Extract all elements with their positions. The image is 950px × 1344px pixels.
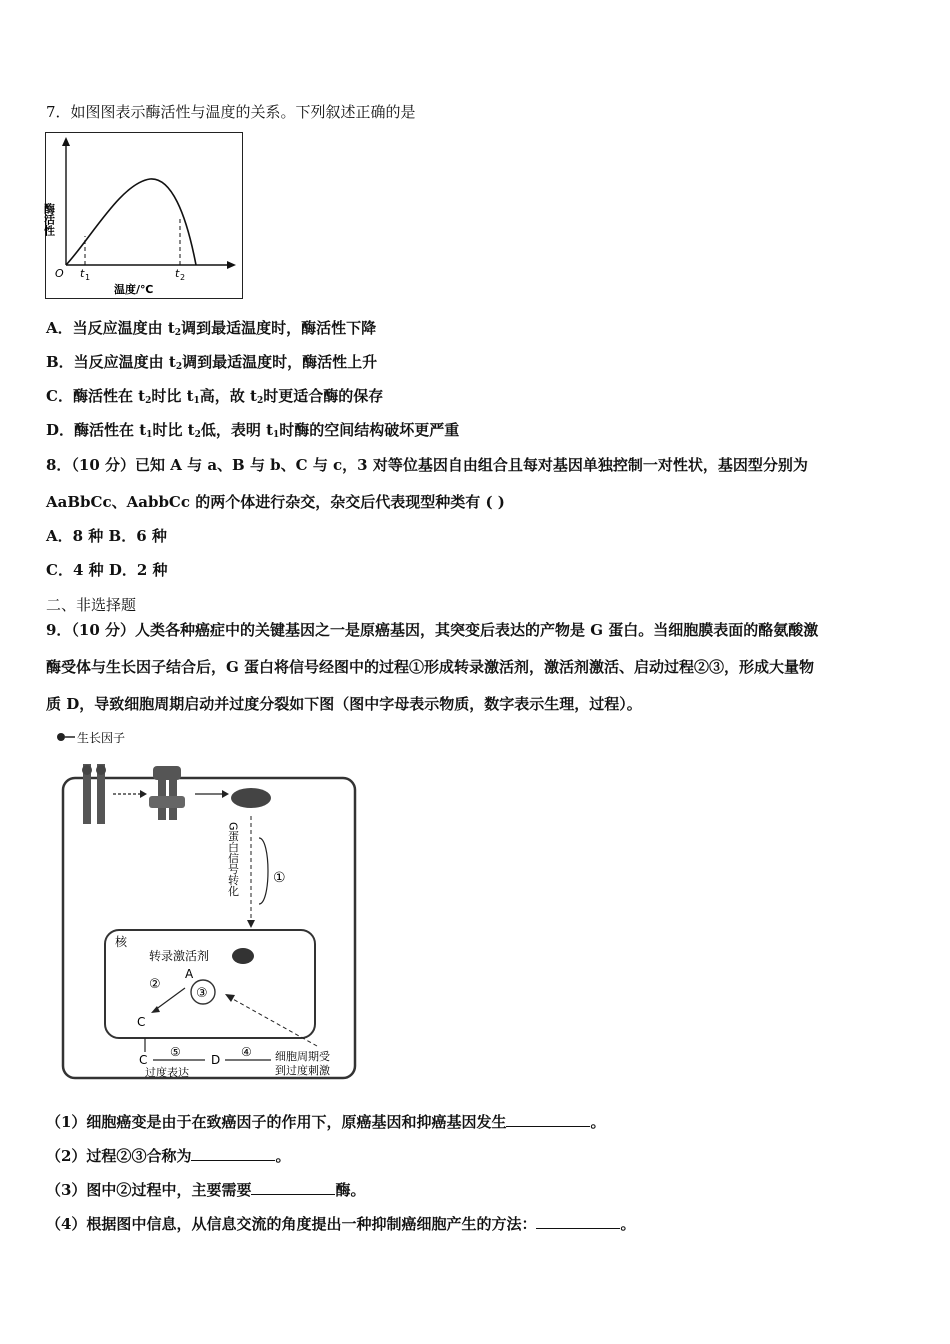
q8-line2: AaBbCc、AabbCc 的两个体进行杂交，杂交后代表现型种类有 ( ) bbox=[46, 493, 505, 511]
g-protein-blob bbox=[231, 788, 271, 808]
cell-cycle-line1: 细胞周期受 bbox=[275, 1050, 330, 1063]
label-C-nucleus: C bbox=[137, 1015, 146, 1029]
cell-cycle-line2: 到过度刺激 bbox=[275, 1064, 330, 1077]
process3-label: ③ bbox=[196, 986, 208, 1001]
q9-sub4-end: 。 bbox=[620, 1215, 636, 1233]
q9-line3: 质 D，导致细胞周期启动并过度分裂如下图（图中字母表示物质，数字表示生理，过程）。 bbox=[46, 695, 642, 713]
q9-sub4-text: （4）根据图中信息，从信息交流的角度提出一种抑制癌细胞产生的方法： bbox=[46, 1215, 537, 1233]
t2-label: t bbox=[175, 267, 180, 280]
q9-sub2-blank[interactable] bbox=[191, 1146, 275, 1161]
q8-line1: 8．（10 分）已知 A 与 a、B 与 b、C 与 c，3 对等位基因自由组合且每对基因单独控制一对性状，基因型分别为 bbox=[46, 456, 808, 474]
process2-label: ② bbox=[149, 977, 161, 992]
pathway-label: G蛋白信号转化 bbox=[226, 822, 240, 897]
process1-brace bbox=[259, 838, 268, 904]
q9-sub2-end: 。 bbox=[275, 1147, 291, 1165]
q9-sub1-end: 。 bbox=[590, 1113, 606, 1131]
q7-d-text2: 时比 t bbox=[152, 421, 195, 439]
q7-c-text1: C．酶活性在 t bbox=[46, 387, 146, 405]
q7-option-b bbox=[46, 352, 377, 377]
q9-sub1-blank[interactable] bbox=[506, 1112, 590, 1127]
q9-sub1-text: （1）细胞癌变是由于在致癌因子的作用下，原癌基因和抑癌基因发生 bbox=[46, 1113, 507, 1131]
q7-c-text2: 时比 t bbox=[151, 387, 194, 405]
q7-d-text1: D．酶活性在 t bbox=[46, 421, 147, 439]
q7-c-text3: 高，故 t bbox=[199, 387, 257, 405]
q9-sub2 bbox=[46, 1146, 290, 1166]
activator-label: 转录激活剂 bbox=[149, 949, 210, 963]
q7-d-text3: 低，表明 t bbox=[200, 421, 274, 439]
activator-blob bbox=[232, 948, 254, 964]
q7-b-sub: 2 bbox=[175, 362, 183, 372]
q9-sub4-blank[interactable] bbox=[536, 1214, 620, 1229]
process4-label: ④ bbox=[241, 1045, 252, 1059]
cancer-signal-diagram bbox=[45, 726, 375, 1086]
x-axis-arrow bbox=[227, 261, 236, 269]
q7-d-sub1: 1 bbox=[146, 430, 153, 440]
q7-b-text1: B．当反应温度由 t bbox=[46, 353, 176, 371]
q9-line1: 9．（10 分）人类各种癌症中的关键基因之一是原癌基因，其突变后表达的产物是 G 蛋白。当细胞膜表面的酪氨酸激 bbox=[46, 621, 819, 639]
q9-sub2-text: （2）过程②③合称为 bbox=[46, 1147, 192, 1165]
q9-line2: 酶受体与生长因子结合后，G 蛋白将信号经图中的过程①形成转录激活剂，激活剂激活、启动过程②③，形成大量物 bbox=[46, 658, 815, 676]
enzyme-curve-svg bbox=[42, 133, 242, 298]
receptor-inactive bbox=[82, 764, 106, 824]
q7-option-c bbox=[46, 386, 383, 411]
label-C: C bbox=[139, 1053, 148, 1067]
q7-c-sub1: 2 bbox=[145, 396, 152, 406]
growth-factor-label: 生长因子 bbox=[77, 731, 126, 745]
q7-c-sub2: 1 bbox=[193, 396, 200, 406]
q9-sub3-end: 酶。 bbox=[335, 1181, 366, 1199]
q7-c-text4: 时更适合酶的保存 bbox=[263, 387, 384, 405]
nucleus-label: 核 bbox=[115, 935, 128, 949]
process5-label: ⑤ bbox=[170, 1045, 181, 1059]
enzyme-temperature-graph bbox=[42, 132, 243, 299]
to-gprotein-arrowhead bbox=[222, 790, 229, 798]
pathway-arrowhead bbox=[247, 920, 255, 928]
signal-diagram-svg bbox=[45, 726, 375, 1086]
activity-curve bbox=[66, 179, 196, 265]
y-label: 酶活性 bbox=[42, 203, 56, 236]
q7-a-text1: A．当反应温度由 t bbox=[46, 319, 175, 337]
label-D: D bbox=[211, 1053, 221, 1067]
feedback-arrowhead bbox=[225, 994, 235, 1002]
q9-sub1 bbox=[46, 1112, 605, 1132]
q7-a-sub: 2 bbox=[174, 328, 182, 338]
q7-a-text2: 调到最适温度时，酶活性下降 bbox=[181, 319, 377, 337]
x-label: 温度/℃ bbox=[114, 283, 154, 296]
q9-sub3 bbox=[46, 1180, 365, 1200]
q8-options-cd: C．4 种 D．2 种 bbox=[46, 561, 168, 579]
q9-sub4 bbox=[46, 1214, 635, 1234]
q7-d-sub2: 2 bbox=[194, 430, 201, 440]
origin-label: O bbox=[55, 267, 64, 280]
t1-sub: 1 bbox=[85, 273, 91, 282]
y-axis-arrow bbox=[62, 137, 70, 146]
q7-option-d bbox=[46, 420, 459, 445]
q8-options-ab: A．8 种 B．6 种 bbox=[46, 527, 167, 545]
section-title: 二、非选择题 bbox=[46, 596, 137, 614]
q7-c-sub3: 2 bbox=[256, 396, 264, 406]
q7-b-text2: 调到最适温度时，酶活性上升 bbox=[182, 353, 378, 371]
overexpress-label: 过度表达 bbox=[145, 1066, 189, 1079]
q9-sub3-text: （3）图中②过程中，主要需要 bbox=[46, 1181, 252, 1199]
q7-option-a bbox=[46, 318, 376, 343]
growth-factor-dot bbox=[57, 733, 65, 741]
receptor-active bbox=[149, 766, 185, 820]
receptor-arrowhead bbox=[140, 790, 147, 798]
q7-d-text4: 时酶的空间结构破坏更严重 bbox=[279, 421, 460, 439]
process1-label: ① bbox=[273, 870, 286, 886]
q7-stem: 7．如图图表示酶活性与温度的关系。下列叙述正确的是 bbox=[46, 103, 416, 121]
label-A: A bbox=[185, 967, 194, 981]
t1-label: t bbox=[80, 267, 85, 280]
q7-d-sub3: 1 bbox=[273, 430, 280, 440]
q9-sub3-blank[interactable] bbox=[251, 1180, 335, 1195]
t2-sub: 2 bbox=[180, 273, 186, 282]
